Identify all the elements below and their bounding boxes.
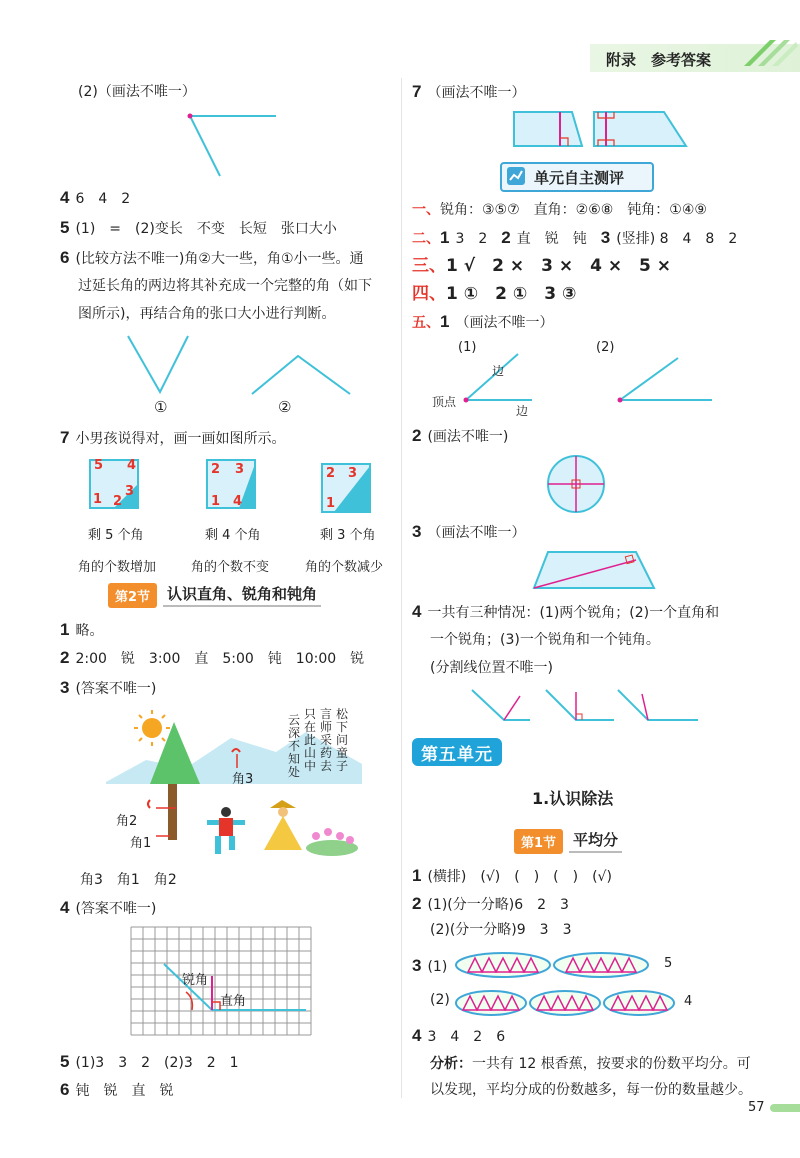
- section-1-label: 第1节: [514, 829, 563, 854]
- sq1-label-4: 4: [127, 458, 137, 473]
- lesson-q2-line2: (2)(分一分略)9 3 3: [430, 922, 572, 938]
- circle-figure: [544, 452, 608, 516]
- right-q7: 7 （画法不唯一）: [412, 82, 526, 101]
- unit-test-title: 单元自主测评: [534, 169, 625, 187]
- sq2-label-2: 2: [211, 462, 221, 477]
- compare-angles-figure: [120, 332, 360, 398]
- lesson-q4-analysis-2: 以发现，平均分成的份数越多，每一份的数量越少。: [430, 1082, 752, 1098]
- section-1-heading: [514, 829, 622, 853]
- left-item-2: (2)（画法不唯一）: [78, 84, 196, 100]
- column-divider: [401, 78, 402, 1098]
- lesson-q3-case-2: (2): [430, 992, 450, 1008]
- sq1-label-1: 1: [93, 492, 103, 507]
- scene-label-angle1: 角1: [130, 836, 152, 851]
- left-q6-line2: 过延长角的两边将其补充成一个完整的角（如下: [78, 278, 372, 294]
- page-number: 57: [748, 1100, 765, 1115]
- sq1-label-2: 2: [113, 494, 123, 509]
- test-q2: 2 (画法不唯一): [412, 426, 509, 445]
- poem-col-1: 松 下 问 童 子: [336, 707, 349, 773]
- left-q5: 5 (1) = (2)变长 不变 长短 张口大小: [60, 218, 337, 237]
- sq3-label-3: 3: [348, 466, 358, 481]
- trapezoid-diagonal-figure: [530, 548, 660, 592]
- label-side-lower: 边: [516, 404, 529, 418]
- test-q3: 3 （画法不唯一）: [412, 522, 526, 541]
- split-angle-figures: [466, 686, 702, 726]
- grid-label-acute: 锐角: [182, 973, 209, 988]
- header-title: 附录 参考答案: [606, 51, 712, 69]
- sq2-label-3: 3: [235, 462, 245, 477]
- grid-label-right: 直角: [220, 994, 247, 1009]
- sq1-label-5: 5: [94, 458, 104, 473]
- sec2-q6: 6 钝 锐 直 锐: [60, 1080, 174, 1099]
- count-same: 角的个数不变: [191, 560, 270, 575]
- sec2-q3-answer: 角3 角1 角2: [80, 872, 177, 888]
- section-2-heading: [108, 583, 321, 607]
- count-increase: 角的个数增加: [78, 560, 157, 575]
- section-2-title: 认识直角、锐角和钝角: [163, 583, 321, 607]
- sec2-q3: 3 (答案不唯一): [60, 678, 157, 697]
- chart-icon: [506, 166, 526, 186]
- count-decrease: 角的个数减少: [305, 560, 384, 575]
- lesson-q4: 4 3 4 2 6: [412, 1026, 506, 1045]
- left-q4: 4 6 4 2: [60, 188, 131, 207]
- sec2-q4: 4 (答案不唯一): [60, 898, 157, 917]
- unit-5-title: 第五单元: [421, 744, 493, 765]
- lesson-q3-value-1: 5: [664, 956, 673, 971]
- unit-test-banner: [500, 162, 654, 192]
- section-1-title: 平均分: [569, 829, 622, 853]
- unit-5-banner: [412, 738, 502, 766]
- triangle-groups-1: [454, 950, 654, 980]
- remain-5: 剩 5 个角: [88, 528, 144, 543]
- test-q4-line3: (分割线位置不唯一): [430, 660, 553, 676]
- label-vertex: 顶点: [432, 395, 457, 409]
- scene-label-angle2: 角2: [116, 814, 138, 829]
- test-part-1: 一、锐角：③⑤⑦ 直角：②⑥⑧ 钝角：①④⑨: [412, 202, 707, 218]
- angle-label-1: ①: [154, 398, 168, 416]
- header-decoration-icon: [740, 36, 800, 70]
- sec2-q2: 2 2:00 锐 3:00 直 5:00 钝 10:00 锐: [60, 648, 365, 667]
- grid-figure: [130, 926, 312, 1042]
- part5-case-1: (1): [458, 340, 477, 355]
- test-part-3: 三、1 √ 2 × 3 × 4 × 5 ×: [412, 256, 672, 276]
- poem: [288, 708, 354, 778]
- test-part-2: 二、1 3 2 2 直 锐 钝 3 (竖排) 8 4 8 2: [412, 228, 738, 247]
- angle-label-2: ②: [278, 398, 292, 416]
- sq3-label-2: 2: [326, 466, 336, 481]
- sec2-q5: 5 (1)3 3 2 (2)3 2 1: [60, 1052, 239, 1071]
- test-part-5: 五、1 （画法不唯一）: [412, 312, 554, 331]
- left-q7: 7 小男孩说得对，画一画如图所示。: [60, 428, 286, 447]
- scene-label-angle3: 角3: [232, 772, 254, 787]
- sec2-q1: 1 略。: [60, 620, 104, 639]
- sq1-label-3: 3: [125, 484, 135, 499]
- left-q6-line3: 图所示)，再结合角的张口大小进行判断。: [78, 306, 336, 322]
- remain-4: 剩 4 个角: [205, 528, 261, 543]
- poem-col-4: 云 深 不 知 处: [288, 713, 301, 779]
- lesson-q3-value-2: 4: [684, 994, 693, 1009]
- remain-3: 剩 3 个角: [320, 528, 376, 543]
- sq2-label-4: 4: [233, 494, 243, 509]
- left-q6: 6 (比较方法不唯一)角②大一些，角①小一些。通: [60, 248, 364, 267]
- page-number-bar: [770, 1104, 800, 1112]
- test-q4: 4 一共有三种情况：(1)两个锐角；(2)一个直角和: [412, 602, 720, 621]
- test-part-4: 四、1 ① 2 ① 3 ③: [412, 284, 577, 304]
- triangle-groups-2: [454, 988, 678, 1018]
- poem-col-2: 言 师 采 药 去: [320, 707, 333, 773]
- sq2-label-1: 1: [211, 494, 221, 509]
- sq3-label-1: 1: [326, 496, 336, 511]
- lesson-q2: 2 (1)(分一分略)6 2 3: [412, 894, 569, 913]
- angle-figure-1: [180, 108, 280, 180]
- lesson-q1: 1 (横排) (√) ( ) ( ) (√): [412, 866, 612, 885]
- poem-col-3: 只 在 此 山 中: [304, 707, 317, 773]
- lesson-title: 1.认识除法: [532, 789, 614, 808]
- trapezoid-figures: [510, 108, 690, 152]
- section-2-label: 第2节: [108, 583, 157, 608]
- lesson-q4-analysis-1: 分析：一共有 12 根香蕉，按要求的份数平均分。可: [430, 1056, 751, 1072]
- test-q4-line2: 一个锐角；(3)一个锐角和一个钝角。: [430, 632, 660, 648]
- part5-angle-figures: [460, 350, 720, 410]
- part5-case-2: (2): [596, 340, 615, 355]
- lesson-q3: 3 (1): [412, 956, 448, 975]
- label-side-upper: 边: [492, 364, 505, 378]
